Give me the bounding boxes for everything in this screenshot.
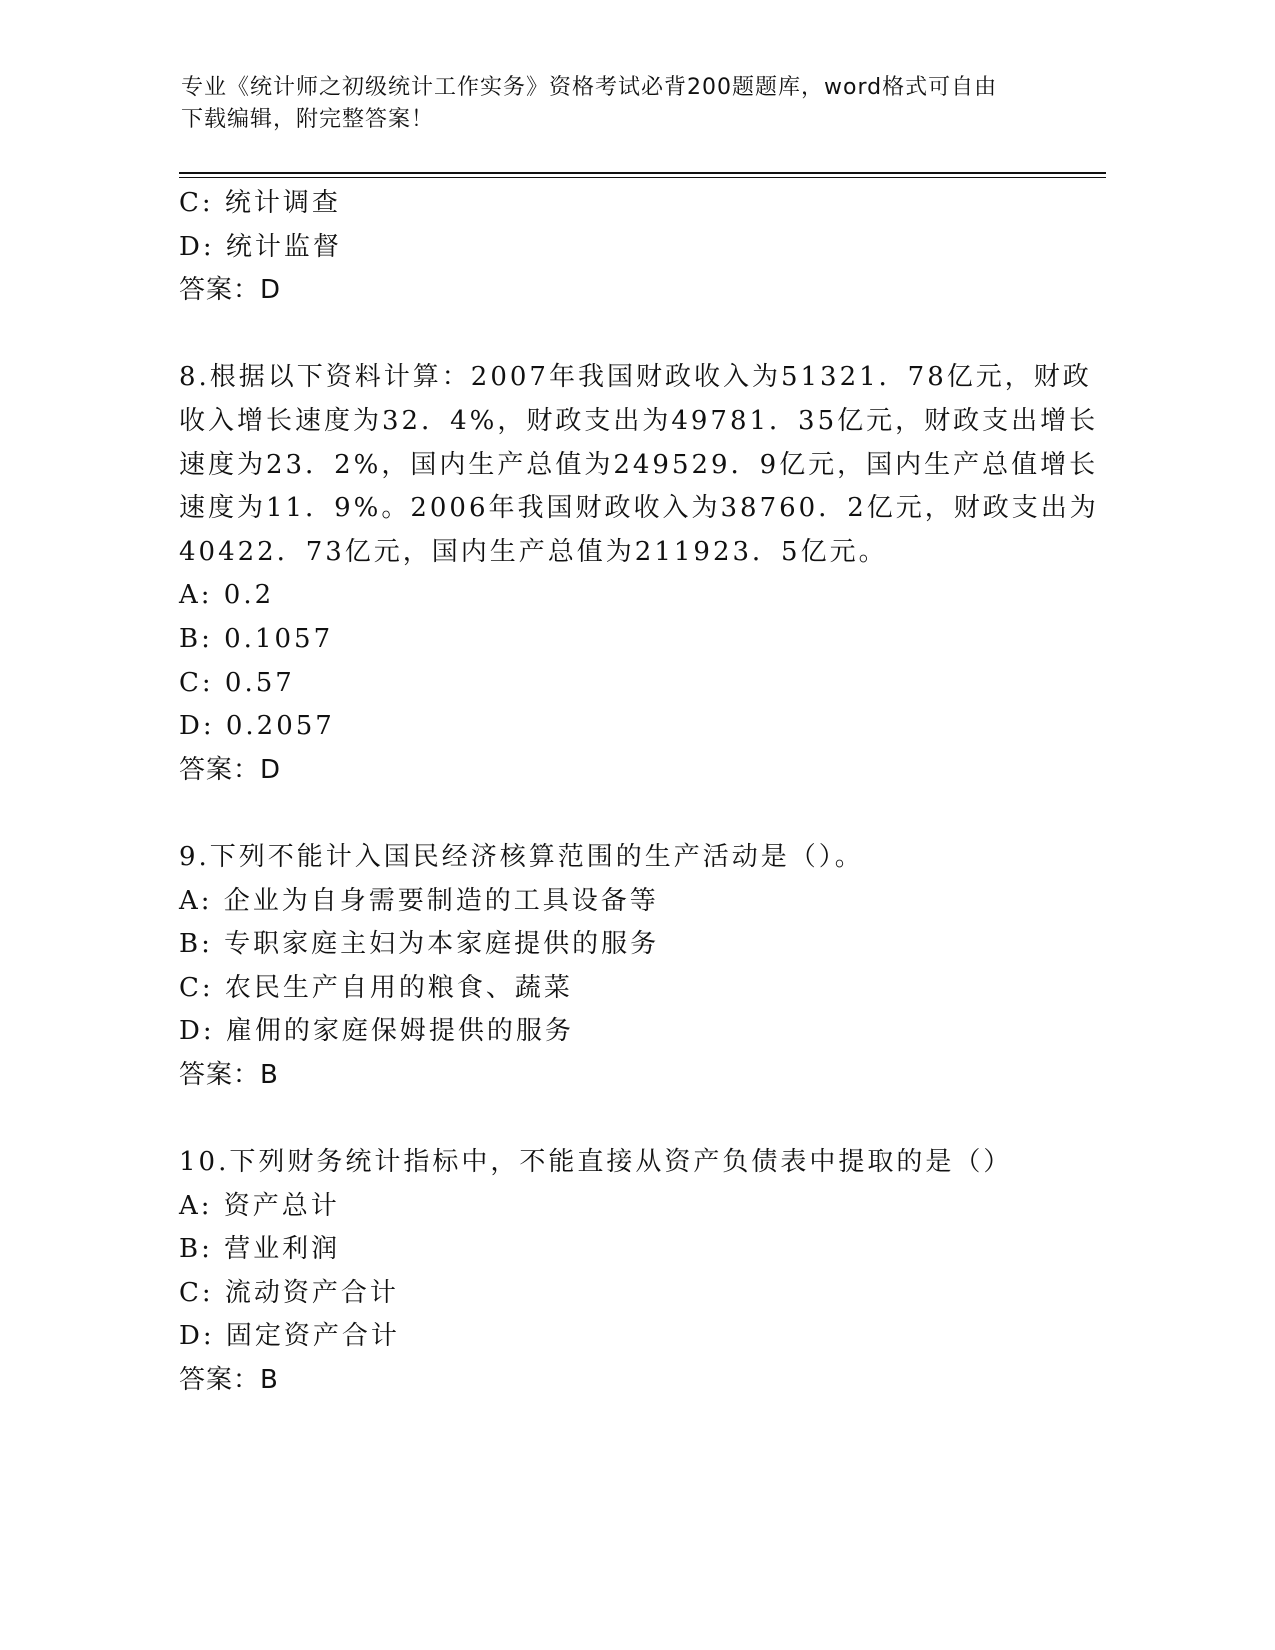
answer: 答案：B	[179, 1059, 279, 1090]
question-9	[179, 836, 1039, 1098]
question-10	[179, 1141, 1039, 1403]
question-7-tail	[179, 182, 1039, 313]
option-d: D: 统计监督	[179, 231, 342, 262]
option-b: B: 营业利润	[179, 1234, 341, 1265]
option-c: C: 统计调查	[179, 188, 341, 218]
question-stem-line-4: 速度为11．9%。2006年我国财政收入为38760．2亿元，财政支出为	[179, 493, 1099, 524]
option-c: C: 0.57	[179, 667, 295, 698]
option-d: D: 雇佣的家庭保姆提供的服务	[179, 1016, 574, 1047]
question-stem-line-1: 8.根据以下资料计算：2007年我国财政收入为51321．78亿元，财政	[179, 362, 1092, 393]
header-line-1: 专业《统计师之初级统计工作实务》资格考试必背200题题库，word格式可自由	[181, 75, 998, 100]
spacer	[179, 313, 1039, 357]
answer: 答案：D	[179, 275, 282, 306]
question-stem-line-3: 速度为23．2%，国内生产总值为249529．9亿元，国内生产总值增长	[179, 449, 1099, 480]
header-divider-thin	[179, 177, 1106, 178]
option-c: C: 流动资产合计	[179, 1277, 399, 1308]
option-a: A: 企业为自身需要制造的工具设备等	[179, 885, 659, 916]
option-c: C: 农民生产自用的粮食、蔬菜	[179, 972, 573, 1003]
option-a: A: 0.2	[179, 580, 275, 611]
option-b: B: 0.1057	[179, 623, 334, 654]
question-stem: 10.下列财务统计指标中，不能直接从资产负债表中提取的是（）	[179, 1147, 1013, 1178]
question-stem: 9.下列不能计入国民经济核算范围的生产活动是（）。	[179, 841, 864, 872]
option-b: B: 专职家庭主妇为本家庭提供的服务	[179, 929, 660, 960]
answer: 答案：D	[179, 754, 282, 785]
option-d: D: 0.2057	[179, 711, 335, 742]
question-stem-line-2: 收入增长速度为32．4%，财政支出为49781．35亿元，财政支出增长	[179, 405, 1099, 436]
spacer	[179, 792, 1039, 836]
answer: 答案：B	[179, 1365, 279, 1396]
question-8	[179, 356, 1099, 792]
option-d: D: 固定资产合计	[179, 1321, 400, 1352]
question-stem-line-5: 40422．73亿元，国内生产总值为211923．5亿元。	[179, 536, 888, 567]
option-a: A: 资产总计	[179, 1190, 340, 1221]
header-divider-thick	[179, 172, 1106, 174]
header-line-2: 下载编辑，附完整答案！	[181, 107, 435, 132]
spacer	[179, 1097, 1039, 1141]
document-header	[181, 72, 1041, 136]
question-list	[179, 182, 1099, 1403]
